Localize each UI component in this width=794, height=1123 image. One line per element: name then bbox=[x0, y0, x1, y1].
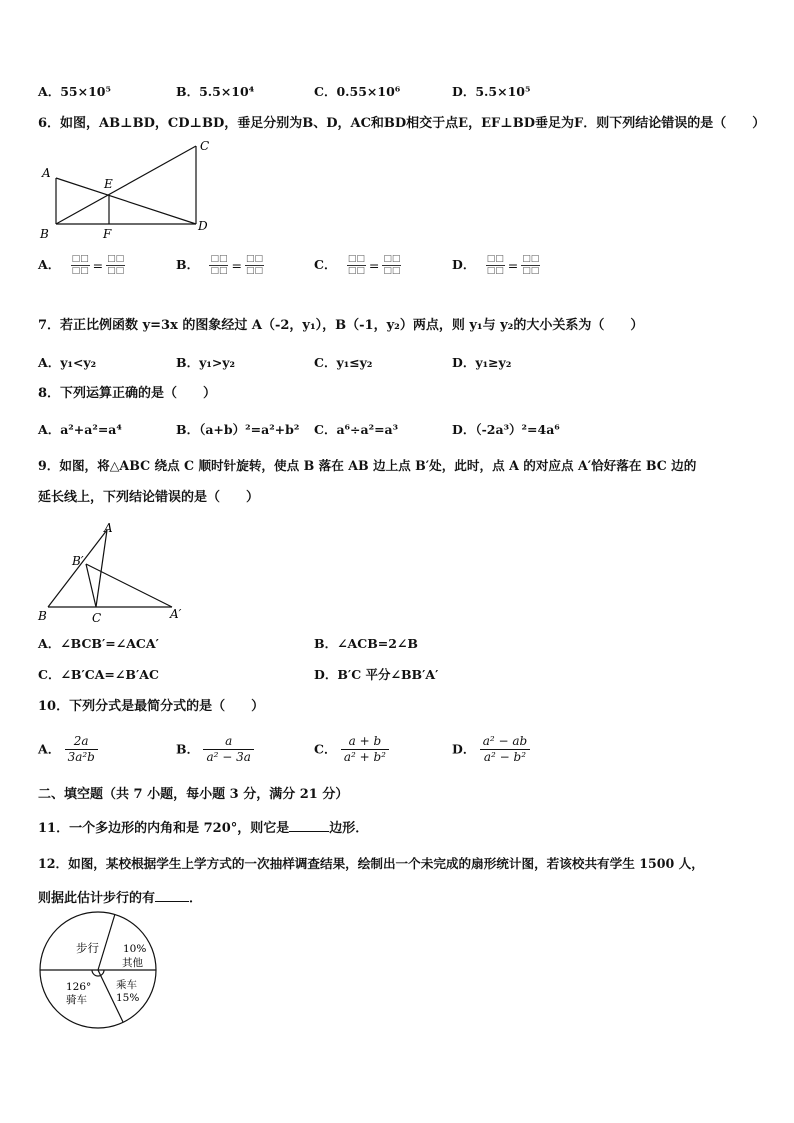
q7-option-b: B．y₁>y₂ bbox=[176, 355, 236, 370]
q9-label-b-prime: B′ bbox=[72, 554, 84, 568]
q6-stem: 6．如图，AB⊥BD，CD⊥BD，垂足分别为B、D，AC和BD相交于点E，EF⊥BD垂足为F．则下列结论错误的是（ ） bbox=[38, 116, 766, 131]
q6-label-f: F bbox=[103, 227, 112, 241]
pie-label-bike-deg: 126° bbox=[66, 981, 92, 993]
q12-stem-line2: 则据此估计步行的有 ． bbox=[38, 887, 202, 908]
pie-label-bus-pct: 15% bbox=[116, 992, 140, 1004]
q6-label-b: B bbox=[40, 227, 49, 241]
q7-option-a: A．y₁<y₂ bbox=[38, 355, 97, 370]
q8-stem: 8．下列运算正确的是（ ） bbox=[38, 386, 217, 401]
q9-stem-line2: 延长线上，下列结论错误的是（ ） bbox=[38, 490, 260, 505]
q7-option-d: D．y₁≥y₂ bbox=[452, 355, 512, 370]
q6-label-d: D bbox=[198, 219, 208, 233]
q12-stem-line1: 12．如图，某校根据学生上学方式的一次抽样调查结果，绘制出一个未完成的扇形统计图，若该校共有学生 1500 人， bbox=[38, 856, 704, 871]
q9-option-d: D．B′C 平分∠BB′A′ bbox=[314, 667, 439, 682]
q10-option-d: D． $\frac{\text{a² − ab}}{\text{a² − b²}}$ bbox=[452, 734, 530, 765]
q5-option-d: D．5.5×10⁵ bbox=[452, 84, 531, 99]
q12-pie-chart bbox=[38, 910, 162, 1034]
q9-option-a: A．∠BCB′=∠ACA′ bbox=[38, 636, 159, 651]
q10-stem: 10．下列分式是最简分式的是（ ） bbox=[38, 699, 265, 714]
q5-option-b: B．5.5×10⁴ bbox=[176, 84, 255, 99]
q7-option-c: C．y₁≤y₂ bbox=[314, 355, 373, 370]
q9-stem-line1: 9．如图，将△ABC 绕点 C 顺时针旋转，使点 B 落在 AB 边上点 B′处，此时，点 A 的对应点 A′恰好落在 BC 边的 bbox=[38, 458, 697, 473]
q6-option-a: A． □□ □□ = □□ □□ bbox=[38, 254, 125, 276]
q6-option-d: D． □□ □□ = □□ □□ bbox=[452, 254, 540, 276]
q11-blank[interactable] bbox=[289, 817, 329, 832]
q6-figure bbox=[34, 138, 224, 243]
q9-label-a: A bbox=[104, 521, 113, 535]
q6-label-a: A bbox=[42, 166, 51, 180]
q12-blank[interactable] bbox=[155, 887, 189, 902]
q6-label-e: E bbox=[104, 177, 113, 191]
pie-divider-other bbox=[98, 914, 115, 970]
q9-option-b: B．∠ACB=2∠B bbox=[314, 636, 418, 651]
q9-option-c: C．∠B′CA=∠B′AC bbox=[38, 667, 159, 682]
pie-label-bus: 乘车 bbox=[116, 979, 137, 991]
q11: 11．一个多边形的内角和是 720°，则它是 边形． bbox=[38, 817, 368, 838]
pie-label-other: 其他 bbox=[122, 957, 143, 969]
pie-label-other-pct: 10% bbox=[123, 943, 147, 955]
q9-figure bbox=[34, 518, 194, 628]
q5-option-a: A．55×10⁵ bbox=[38, 84, 111, 99]
q10-option-b: B． $\frac{a}{\text{a² − 3a}}$ bbox=[176, 734, 254, 765]
q9-label-a-prime: A′ bbox=[170, 607, 182, 621]
q10-option-c: C． $\frac{a + b}{\text{a² + b²}}$ bbox=[314, 734, 389, 765]
q8-option-a: A．a²+a²=a⁴ bbox=[38, 422, 122, 437]
q7-stem: 7．若正比例函数 y=3x 的图象经过 A（-2，y₁），B（-1，y₂）两点，则 y₁与 y₂的大小关系为（ ） bbox=[38, 318, 644, 333]
q5-option-c: C．0.55×10⁶ bbox=[314, 84, 401, 99]
q10-option-a: A． $\frac{2a}{\text{3a²b}}$ bbox=[38, 734, 98, 765]
q9-label-c: C bbox=[92, 611, 102, 625]
q6-option-b: B． □□ □□ = □□ □□ bbox=[176, 254, 263, 276]
q6-option-c: C． □□ □□ = □□ □□ bbox=[314, 254, 401, 276]
q8-option-d: D．（-2a³）²=4a⁶ bbox=[452, 422, 560, 437]
section-heading: 二、填空题（共 7 小题，每小题 3 分，满分 21 分） bbox=[38, 787, 349, 802]
q6-label-c: C bbox=[200, 139, 210, 153]
pie-label-bike: 骑车 bbox=[66, 994, 87, 1006]
q9-label-b: B bbox=[38, 609, 47, 623]
q8-option-b: B．（a+b）²=a²+b² bbox=[176, 422, 300, 437]
pie-label-walk: 步行 bbox=[76, 941, 99, 955]
q8-option-c: C．a⁶÷a²=a³ bbox=[314, 422, 399, 437]
